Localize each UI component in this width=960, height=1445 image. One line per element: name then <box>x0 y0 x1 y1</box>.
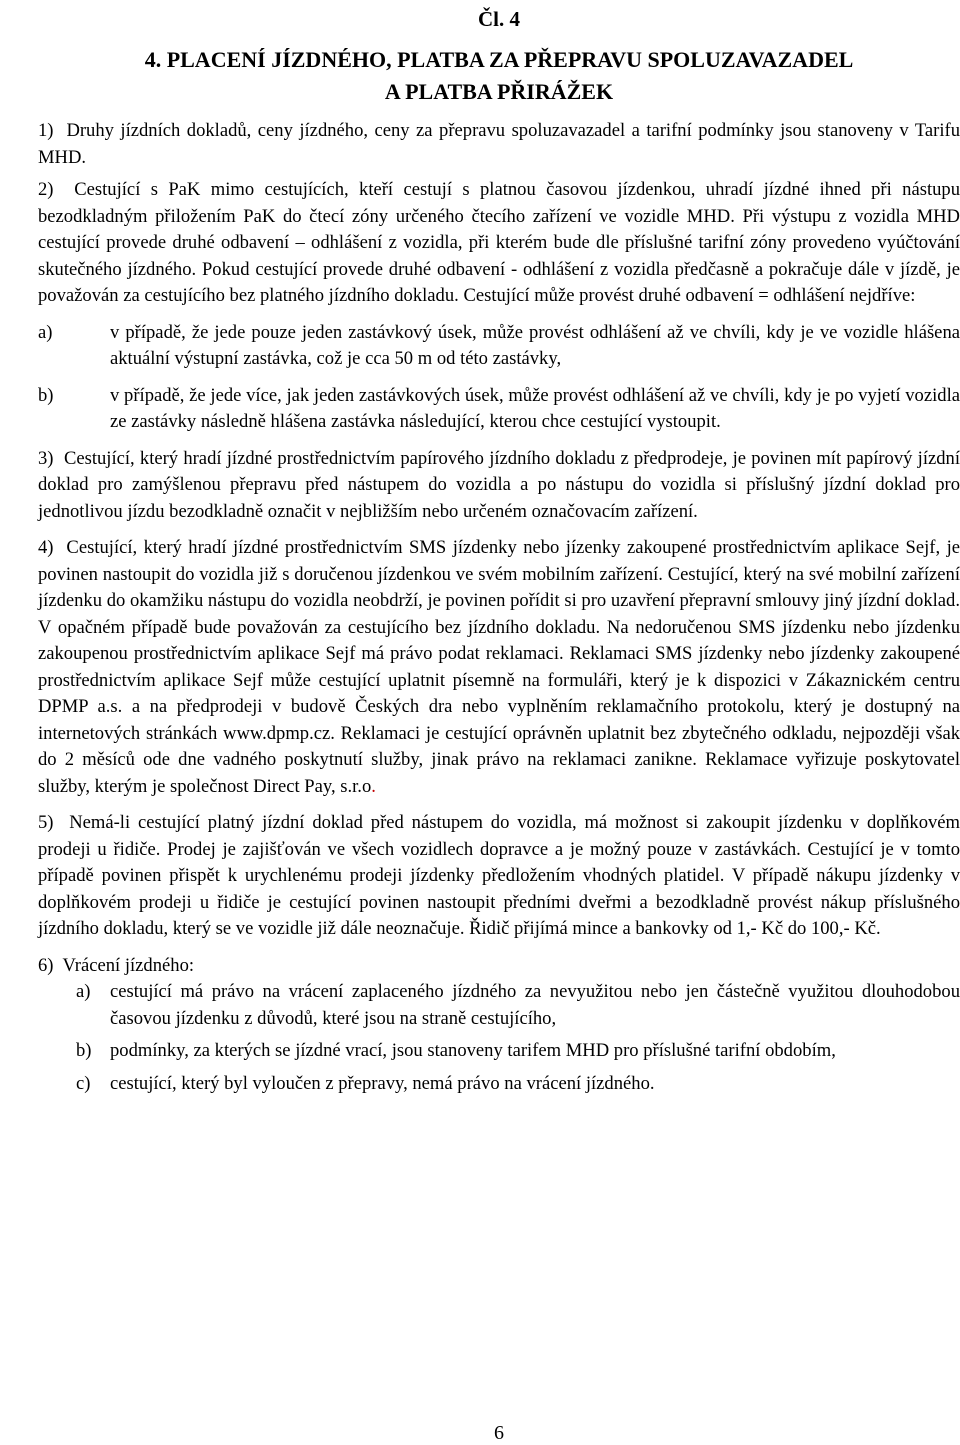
list-item <box>38 446 960 526</box>
item-text: Druhy jízdních dokladů, ceny jízdného, ceny za přepravu spoluzavazadel a tarifní podmínky jsou stanoveny v Tarifu MHD. <box>38 120 960 168</box>
item-number: 3) <box>38 447 54 469</box>
item-text: Cestující s PaK mimo cestujících, kteří cestují s platnou časovou jízdenkou, uhradí jízdné ihned při nástupu bezodkladným přiložením PaK do čtecí zóny určeného čtecího zařízení ve vozidle MHD. Při výstupu z vozidla MHD cestující provede druhé odbavení – odhlášení z vozidla, při kterém bude dle příslušné tarifní zóny provedeno vyúčtování skutečného jízdného. Pokud cestující provede druhé odbavení - odhlášení z vozidla předčasně a pokračuje dále v jízdě, je považován za cestujícího bez platného jízdního dokladu. Cestující může provést druhé odbavení = odhlášení nejdříve: <box>38 179 960 306</box>
item-text: Cestující, který hradí jízdné prostřednictvím papírového jízdního dokladu z předprodeje, je povinen mít papírový jízdní doklad pro zamýšlenou přepravu před nástupem do vozidla a po nástupu do vozidla si příslušný jízdní doklad pro jednotlivou jízdu bezodkladně označit v nejbližším nebo určeném označovacím zařízení. <box>38 447 960 522</box>
item-number: 4) <box>38 537 54 558</box>
section-title-line-1: 4. PLACENÍ JÍZDNÉHO, PLATBA ZA PŘEPRAVU SPOLUZAVAZADEL <box>144 47 854 72</box>
sub-item-label: a) <box>76 981 91 1002</box>
sub-item <box>38 979 960 1032</box>
sub-item-text: cestující, který byl vyloučen z přepravy, nemá právo na vrácení jízdného. <box>110 1072 655 1094</box>
sub-item <box>38 383 960 436</box>
sub-item-text: cestující má právo na vrácení zaplaceného jízdného za nevyužitou nebo jen částečně využitou dlouhodobou časovou jízdenku z důvodů, které jsou na straně cestujícího, <box>110 981 960 1029</box>
section-title-line-2: A PLATBA PŘIRÁŽEK <box>384 79 614 104</box>
item-number: 1) <box>38 120 54 141</box>
sub-item-label: c) <box>76 1072 91 1094</box>
item-text: Cestující, který hradí jízdné prostřednictvím SMS jízdenky nebo jízenky zakoupené prostřednictvím aplikace Sejf, je povinen nastoupit do vozidla již s doručenou jízdenkou ve svém mobilním zařízení. Cestující, který na své mobilní zařízení jízdenku do okamžiku nástupu do vozidla neobdrží, je povinen pořídit si pro uzavření přepravní smlouvy jiný jízdní doklad. V opačném případě bude považován za cestujícího bez jízdního dokladu. Na nedoručenou SMS jízdenku nebo jízdenku zakoupenou prostřednictvím aplikace Sejf má právo podat reklamaci. Reklamaci SMS jízdenky nebo jízdenky zakoupené prostřednictvím aplikace Sejf může cestující uplatnit písemně na formuláři, který je k dispozici v Zákaznickém centru DPMP a.s. a na předprodeji v budově Českých dra nebo vyplněním reklamačního protokolu, který je dostupný na internetových stránkách www.dpmp.cz. Reklamaci je cestující oprávněn uplatnit bez zbytečného odkladu, nejpozději však do 2 měsíců ode dne vadného poskytnutí služby, jinak právo na reklamaci zanikne. Reklamace vyřizuje poskytovatel služby, kterým je společnost Direct Pay, s.r.o <box>38 537 960 797</box>
page-number: 6 <box>494 1422 504 1444</box>
item-number: 2) <box>38 179 54 200</box>
list-item <box>38 535 960 800</box>
list-item <box>38 177 960 310</box>
article-label: Čl. 4 <box>478 7 520 31</box>
section-title <box>38 44 960 108</box>
document-body <box>38 118 960 1097</box>
sub-item <box>38 1071 960 1098</box>
sub-item <box>38 1038 960 1065</box>
sub-item-text: v případě, že jede pouze jeden zastávkový úsek, může provést odhlášení až ve chvíli, kdy je ve vozidle hlášena aktuální výstupní zastávka, což je cca 50 m od této zastávky, <box>110 321 960 369</box>
sub-item <box>38 320 960 373</box>
sub-item-label: a) <box>38 321 53 343</box>
sub-item-text: podmínky, za kterých se jízdné vrací, jsou stanoveny tarifem MHD pro příslušné tarifní obdobím, <box>110 1040 836 1061</box>
sub-item-text: v případě, že jede více, jak jeden zastávkových úsek, může provést odhlášení až ve chvíli, kdy je po vyjetí vozidla ze zastávky následně hlášena zastávka následující, kterou chce cestující vystoupit. <box>110 384 960 432</box>
item-text: Vrácení jízdného: <box>62 954 195 976</box>
item-number: 6) <box>38 954 54 976</box>
item-number: 5) <box>38 812 54 833</box>
list-item <box>38 953 960 980</box>
sub-item-label: b) <box>38 384 54 406</box>
sub-item-label: b) <box>76 1040 92 1061</box>
item-text: Nemá-li cestující platný jízdní doklad před nástupem do vozidla, má možnost si zakoupit jízdenku v doplňkovém prodeji u řidiče. Prodej je zajišťován ve všech vozidlech dopravce a je možný pouze v zastávkách. Cestující je v tomto případě povinen přispět k urychlenému prodeji jízdenky předložením vhodných platidel. V případě nákupu jízdenky v doplňkovém prodeji u řidiče je cestující povinen nastoupit předními dveřmi a bezodkladně provést nákup příslušného jízdního dokladu, který se ve vozidle již dále neoznačuje. Řidič přijímá mince a bankovky od 1,- Kč do 100,- Kč. <box>38 812 960 939</box>
list-item <box>38 810 960 943</box>
item-text-end: . <box>371 775 376 797</box>
list-item <box>38 118 960 171</box>
